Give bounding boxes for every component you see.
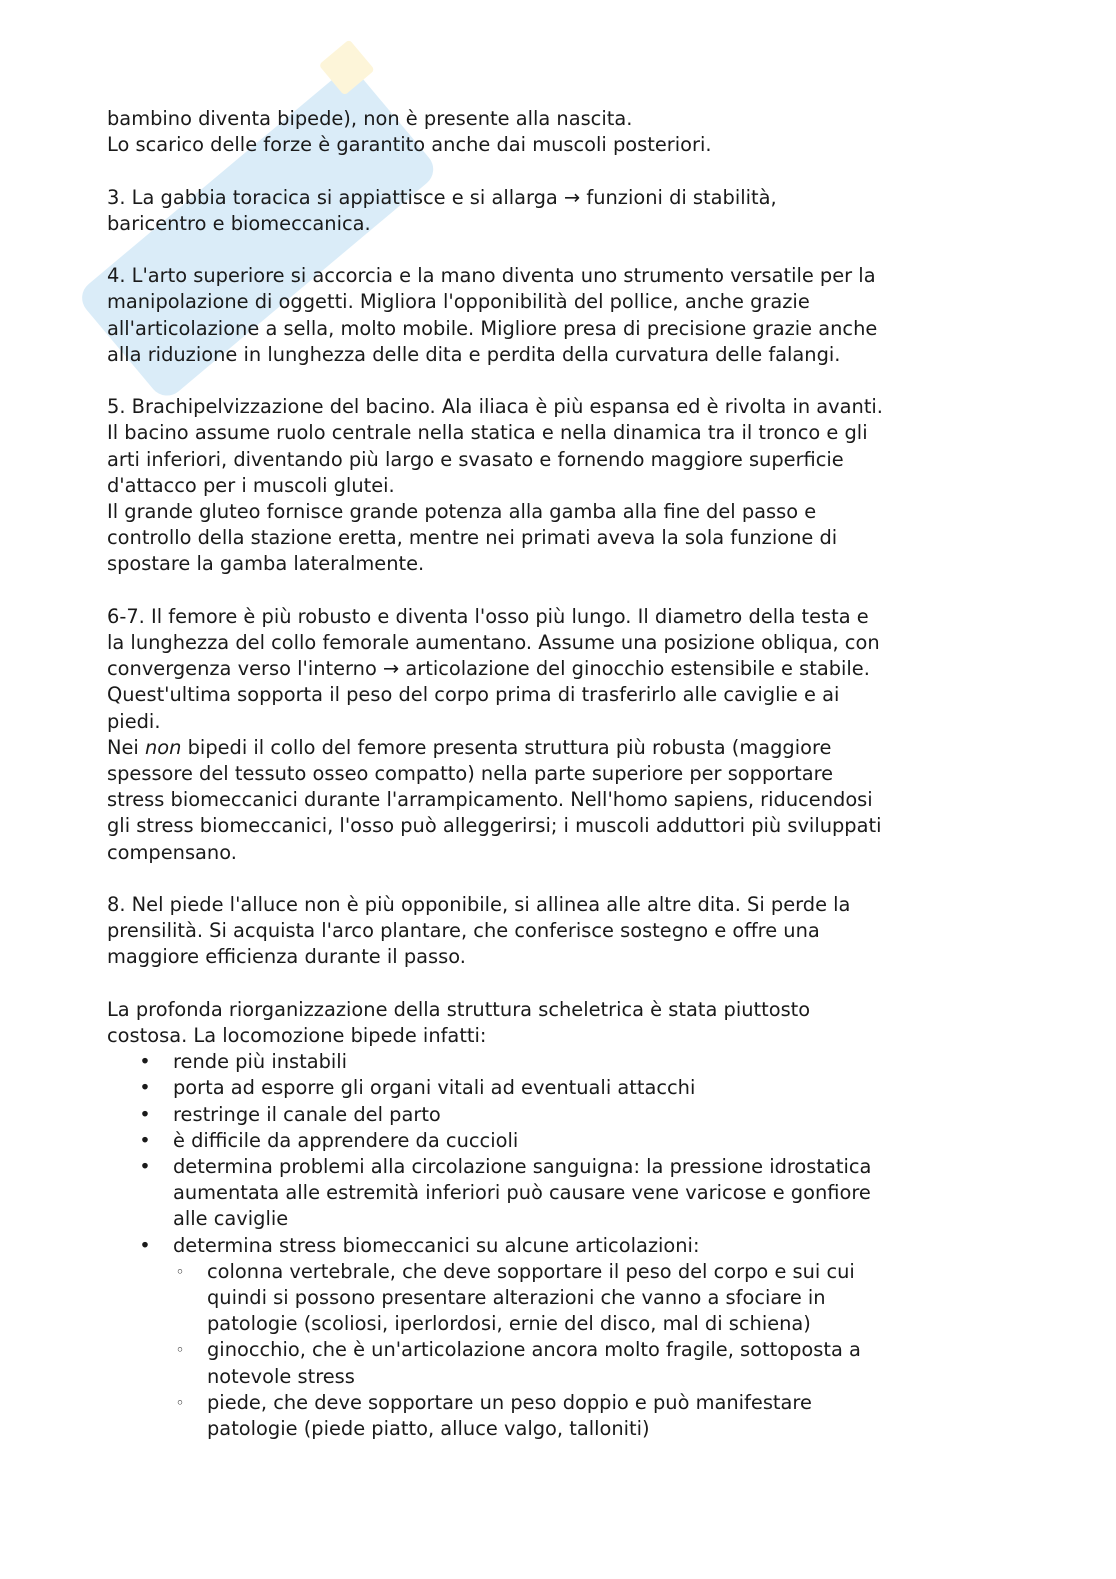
text-line: ginocchio, che è un'articolazione ancora molto fragile, sottoposta a — [207, 1338, 861, 1362]
text-line: rende più instabili — [173, 1050, 348, 1074]
text-line: 3. La gabbia toracica si appiattisce e si allarga → funzioni di stabilità, — [107, 185, 777, 209]
text-line: colonna vertebrale, che deve sopportare il peso del corpo e sui cui — [207, 1259, 855, 1283]
text-line: alle caviglie — [173, 1207, 289, 1231]
text-line: spostare la gamba lateralmente. — [107, 552, 425, 576]
circle-bullet-icon: ◦ — [175, 1262, 185, 1281]
text-line: patologie (piede piatto, alluce valgo, talloniti) — [207, 1417, 650, 1441]
text-line: baricentro e biomeccanica. — [107, 211, 371, 235]
document-body — [107, 106, 1012, 1442]
text-line: restringe il canale del parto — [173, 1102, 441, 1126]
text-line: Il grande gluteo fornisce grande potenza alla gamba alla fine del passo e — [107, 500, 817, 523]
text-line: la lunghezza del collo femorale aumentano. Assume una posizione obliqua, con — [107, 631, 880, 654]
text-line: quindi si possono presentare alterazioni che vanno a sfociare in — [207, 1286, 826, 1310]
text-line: 5. Brachipelvizzazione del bacino. Ala iliaca è più espansa ed è rivolta in avanti. — [107, 395, 883, 419]
sub-bullet-list — [173, 1259, 1012, 1442]
list-item — [107, 1102, 1012, 1128]
text-run: Nei — [107, 735, 145, 759]
text-line: alla riduzione in lunghezza delle dita e perdita della curvatura delle falangi. — [107, 342, 841, 366]
text-line: determina problemi alla circolazione sanguigna: la pressione idrostatica — [173, 1155, 872, 1179]
text-line: determina stress biomeccanici su alcune articolazioni: — [173, 1233, 700, 1257]
bullet-icon: • — [139, 1076, 151, 1100]
text-line: patologie (scoliosi, iperlordosi, ernie del disco, mal di schiena) — [207, 1312, 811, 1336]
text-line: prensilità. Si acquista l'arco plantare, che conferisce sostegno e offre una — [107, 919, 820, 943]
paragraph-riorganizzazione — [107, 997, 1012, 1049]
text-line: notevole stress — [207, 1364, 355, 1388]
emphasis-text: non — [145, 735, 182, 759]
list-item — [107, 1233, 1012, 1443]
bullet-icon: • — [139, 1233, 151, 1257]
text-line: Quest'ultima sopporta il peso del corpo prima di trasferirlo alle caviglie e ai — [107, 683, 840, 707]
sub-list-item — [173, 1337, 1012, 1389]
bullet-icon: • — [139, 1050, 151, 1074]
text-line: maggiore efficienza durante il passo. — [107, 945, 466, 969]
paragraph-femore — [107, 604, 1012, 866]
paragraph-piede — [107, 892, 1012, 971]
text-line: piede, che deve sopportare un peso doppio e può manifestare — [207, 1390, 812, 1414]
list-item — [107, 1049, 1012, 1075]
text-line: aumentata alle estremità inferiori può causare vene varicose e gonfiore — [173, 1181, 871, 1205]
text-line: controllo della stazione eretta, mentre nei primati aveva la sola funzione di — [107, 526, 838, 550]
text-line: manipolazione di oggetti. Migliora l'opponibilità del pollice, anche grazie — [107, 290, 810, 314]
paragraph-bacino — [107, 394, 1012, 577]
bullet-list — [107, 1049, 1012, 1442]
text-line: convergenza verso l'interno → articolazione del ginocchio estensibile e stabile. — [107, 657, 870, 681]
text-run: bipedi il collo del femore presenta struttura più robusta (maggiore — [181, 735, 832, 759]
paragraph-arto-superiore — [107, 263, 1012, 368]
bullet-icon: • — [139, 1155, 151, 1179]
text-line: 4. L'arto superiore si accorcia e la mano diventa uno strumento versatile per la — [107, 264, 876, 288]
text-line: gli stress biomeccanici, l'osso può alleggerirsi; i muscoli adduttori più sviluppati — [107, 814, 882, 838]
sub-list-item — [173, 1390, 1012, 1442]
text-line: è difficile da apprendere da cuccioli — [173, 1128, 519, 1152]
text-line: d'attacco per i muscoli glutei. — [107, 473, 395, 497]
text-line: La profonda riorganizzazione della struttura scheletrica è stata piuttosto — [107, 997, 811, 1021]
circle-bullet-icon: ◦ — [175, 1393, 185, 1412]
text-line: bambino diventa bipede), non è presente alla nascita. — [107, 107, 633, 130]
text-line: compensano. — [107, 840, 237, 864]
text-line — [107, 735, 1012, 761]
text-line: 8. Nel piede l'alluce non è più opponibile, si allinea alle altre dita. Si perde la — [107, 893, 851, 917]
text-line: piedi. — [107, 709, 161, 733]
list-item — [107, 1075, 1012, 1101]
list-item — [107, 1154, 1012, 1233]
text-line: Lo scarico delle forze è garantito anche dai muscoli posteriori. — [107, 133, 712, 157]
bullet-icon: • — [139, 1128, 151, 1152]
text-line: porta ad esporre gli organi vitali ad eventuali attacchi — [173, 1076, 696, 1100]
sub-list-item — [173, 1259, 1012, 1338]
text-line: arti inferiori, diventando più largo e svasato e fornendo maggiore superficie — [107, 447, 844, 471]
text-line: spessore del tessuto osseo compatto) nella parte superiore per sopportare — [107, 762, 834, 786]
paragraph-bipede — [107, 106, 1012, 158]
text-line: Il bacino assume ruolo centrale nella statica e nella dinamica tra il tronco e gli — [107, 421, 868, 445]
paragraph-gabbia-toracica — [107, 185, 1012, 237]
text-line: costosa. La locomozione bipede infatti: — [107, 1024, 487, 1048]
list-item — [107, 1128, 1012, 1154]
bullet-icon: • — [139, 1102, 151, 1126]
text-line: 6-7. Il femore è più robusto e diventa l'osso più lungo. Il diametro della testa e — [107, 604, 869, 628]
text-line: stress biomeccanici durante l'arrampicamento. Nell'homo sapiens, riducendosi — [107, 788, 873, 812]
circle-bullet-icon: ◦ — [175, 1341, 185, 1360]
text-line: all'articolazione a sella, molto mobile. Migliore presa di precisione grazie anche — [107, 316, 878, 340]
